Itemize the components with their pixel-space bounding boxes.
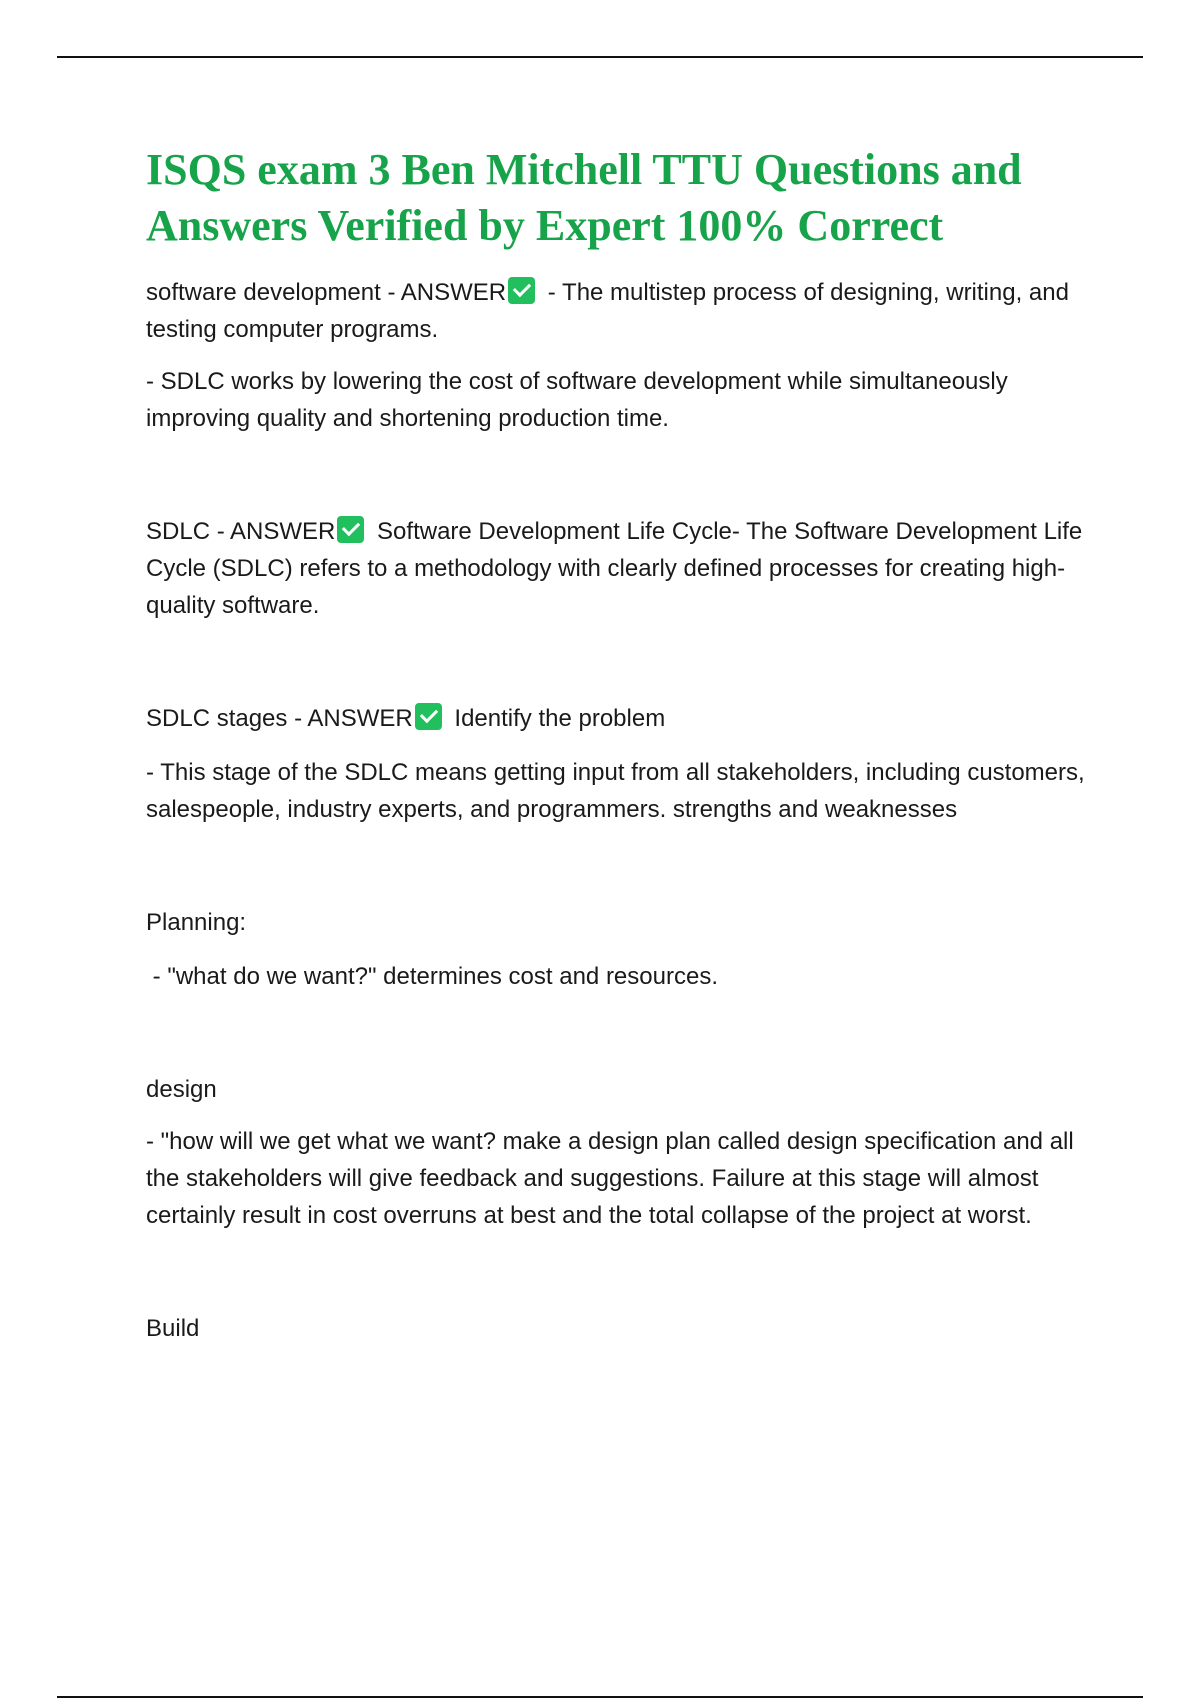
design-heading: design [146, 1076, 217, 1103]
entry-detail: - SDLC works by lowering the cost of software development while simultaneously improving quality and shortening production time. [146, 368, 1008, 432]
entry-software-development [146, 274, 1096, 348]
document-title: ISQS exam 3 Ben Mitchell TTU Questions and Answers Verified by Expert 100% Correct [146, 145, 1022, 250]
planning-heading: Planning: [146, 909, 247, 936]
entry-sdlc-stages [146, 700, 1096, 737]
entry-answer: Identify the problem [447, 705, 666, 732]
design-detail: - "how will we get what we want? make a design plan called design specification and all the stakeholders will give feedback and suggestions. Failure at this stage will almost certainly result in cost overruns at best and the total collapse of the project at worst. [146, 1128, 1074, 1229]
entry-detail: - This stage of the SDLC means getting input from all stakeholders, including customers, salespeople, industry experts, and programmers. strengths and weaknesses [146, 759, 1085, 823]
document-body [146, 142, 1096, 1347]
entry-term: software development - ANSWER [146, 279, 507, 306]
entry-term: SDLC - ANSWER [146, 518, 336, 545]
entry-answer: - The multistep process of designing, writing, and testing computer programs. [146, 279, 1069, 343]
check-mark-icon [337, 516, 364, 543]
top-rule [57, 56, 1143, 58]
entry-answer: Software Development Life Cycle- The Software Development Life Cycle (SDLC) refers to a methodology with clearly defined processes for creating high-quality software. [146, 518, 1083, 619]
bottom-rule [57, 1696, 1143, 1698]
check-mark-icon [508, 277, 535, 304]
build-heading: Build [146, 1315, 200, 1342]
entry-sdlc [146, 513, 1096, 624]
planning-detail: - "what do we want?" determines cost and resources. [146, 963, 718, 990]
check-mark-icon [415, 703, 442, 730]
entry-term: SDLC stages - ANSWER [146, 705, 413, 732]
